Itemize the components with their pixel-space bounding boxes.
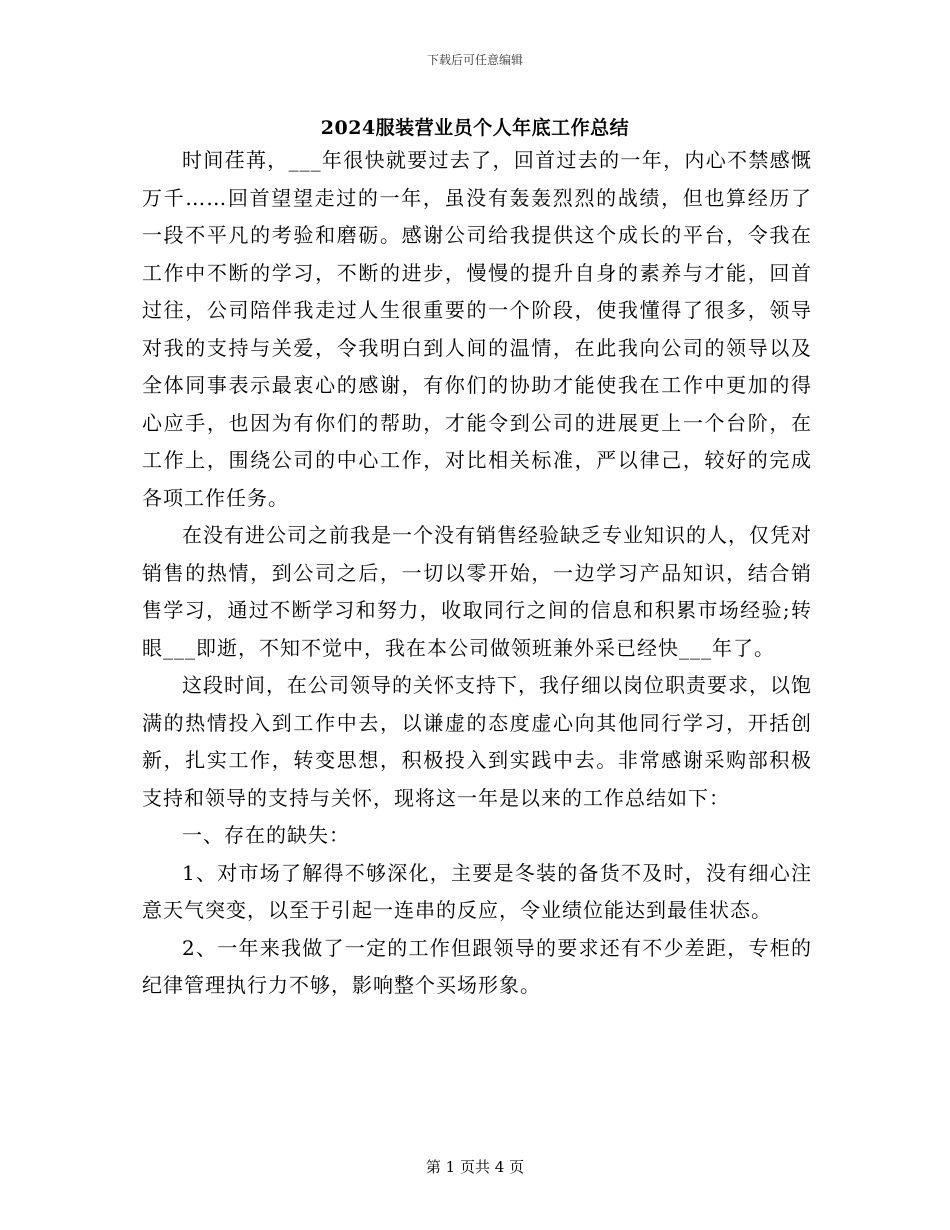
list-item-2: 2、一年来我做了一定的工作但跟领导的要求还有不少差距，专柜的纪律管理执行力不够，影响整个买场形象。 [142, 935, 812, 997]
paragraph-summary-lead: 这段时间，在公司领导的关怀支持下，我仔细以岗位职责要求，以饱满的热情投入到工作中去，以谦虚的态度虚心向其他同行学习，开括创新，扎实工作，转变思想，积极投入到实践中去。非常感谢采购部积极支持和领导的支持与关怀，现将这一年是以来的工作总结如下： [142, 673, 812, 810]
page-number: 第 1 页共 4 页 [425, 1158, 525, 1176]
section-heading-shortcomings: 一、存在的缺失： [182, 823, 350, 847]
paragraph-intro: 时间荏苒，___年很快就要过去了，回首过去的一年，内心不禁感慨万千……回首望望走过的一年，虽没有轰轰烈烈的战绩，但也算经历了一段不平凡的考验和磨砺。感谢公司给我提供这个成长的平台，令我在工作中不断的学习，不断的进步，慢慢的提升自身的素养与才能，回首过往，公司陪伴我走过人生很重要的一个阶段，使我懂得了很多，领导对我的支持与关爱，令我明白到人间的温情，在此我向公司的领导以及全体同事表示最衷心的感谢，有你们的协助才能使我在工作中更加的得心应手，也因为有你们的帮助，才能令到公司的进展更上一个台阶，在工作上，围绕公司的中心工作，对比相关标准，严以律己，较好的完成各项工作任务。 [142, 148, 812, 510]
paragraph-background: 在没有进公司之前我是一个没有销售经验缺乏专业知识的人，仅凭对销售的热情，到公司之后，一切以零开始，一边学习产品知识，结合销售学习，通过不断学习和努力，收取同行之间的信息和积累市场经验;转眼___即逝，不知不觉中，我在本公司做领班兼外采已经快___年了。 [142, 523, 812, 660]
list-item-1: 1、对市场了解得不够深化，主要是冬装的备货不及时，没有细心注意天气突变，以至于引起一连串的反应，令业绩位能达到最佳状态。 [142, 860, 812, 922]
document-title: 2024服装营业员个人年底工作总结 [320, 117, 630, 139]
page-header-note: 下载后可任意编辑 [426, 53, 523, 67]
document-body [142, 142, 812, 1005]
